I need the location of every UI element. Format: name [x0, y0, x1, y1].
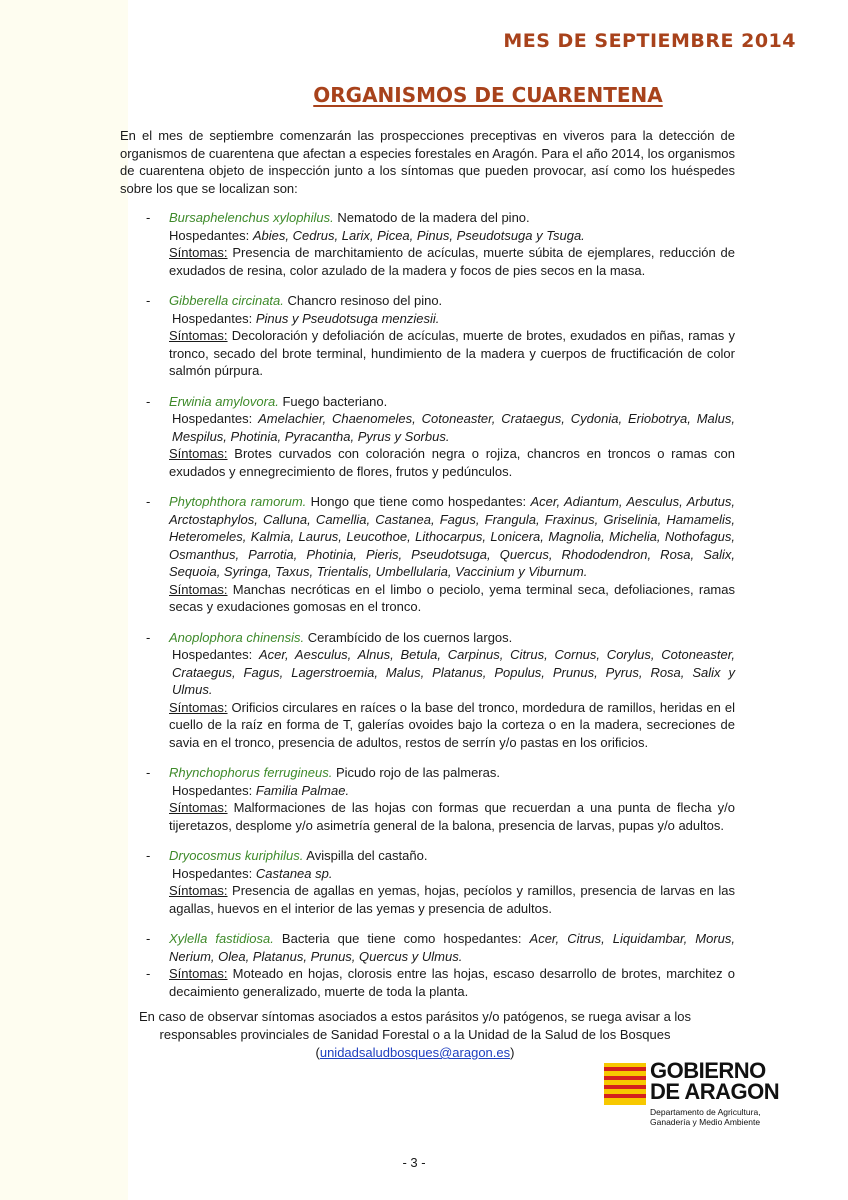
symptoms-label: Síntomas: — [169, 883, 228, 898]
entry-heading — [169, 209, 735, 227]
logo-dept-line-1: Departamento de Agricultura, — [650, 1107, 761, 1117]
symptoms-label: Síntomas: — [169, 699, 228, 715]
entry-heading — [169, 493, 735, 581]
species-name: Erwinia amylovora. — [169, 393, 279, 409]
hosts-label: Hospedantes: — [169, 227, 250, 243]
logo-dept-line-2: Ganadería y Medio Ambiente — [650, 1117, 761, 1127]
symptoms-label: Síntomas: — [169, 245, 228, 260]
entry-heading — [169, 930, 735, 965]
hosts-line — [169, 310, 735, 328]
species-name: Xylella fastidiosa. — [169, 931, 274, 946]
page-title: ORGANISMOS DE CUARENTENA — [313, 83, 663, 107]
organism-entry — [120, 847, 735, 917]
species-name: Rhynchophorus ferrugineus. — [169, 765, 333, 780]
hosts-list: Castanea sp. — [255, 865, 333, 881]
list-dash: - — [146, 765, 151, 780]
entry-heading — [169, 764, 735, 782]
logo-line-2: DE ARAGON — [650, 1079, 780, 1104]
list-dash: - — [146, 210, 151, 225]
hosts-label: Hospedantes: — [172, 647, 253, 662]
common-name: Hongo que tiene como hospedantes: — [310, 494, 527, 509]
organism-entry-symptoms — [120, 965, 735, 1000]
symptoms-text: Brotes curvados con coloración negra o rojiza, chancros en troncos o ramas con exudados y ennegrecimiento de flores, frutos y pedúnculos. — [169, 446, 735, 479]
footer-note — [120, 1008, 710, 1062]
common-name: Fuego bacteriano. — [282, 393, 388, 409]
hosts-list: Acer, Citrus, Liquidambar, Morus, Nerium, Olea, Platanus, Prunus, Quercus y Ulmus. — [169, 931, 735, 964]
paren-open: ( — [315, 1045, 320, 1060]
organism-entry — [120, 493, 735, 616]
common-name: Picudo rojo de las palmeras. — [335, 765, 500, 780]
list-dash: - — [146, 629, 151, 645]
organism-entry — [120, 930, 735, 965]
logo-name — [650, 1060, 779, 1102]
hosts-label: Hospedantes: — [172, 865, 253, 881]
page-side-band — [0, 0, 128, 1200]
symptoms-text: Presencia de marchitamiento de acículas, muerte súbita de ejemplares, reducción de exudados de resina, color azulado de la madera y focos de pies secos en la masa. — [169, 245, 735, 278]
symptoms-label: Síntomas: — [169, 966, 228, 981]
symptoms-line — [169, 699, 735, 752]
hosts-label: Hospedantes: — [172, 310, 253, 326]
symptoms-text: Presencia de agallas en yemas, hojas, pecíolos y ramillos, presencia de larvas en las agallas, huevos en el interior de las yemas y presencia de adultos. — [169, 883, 735, 916]
entry-heading — [169, 292, 735, 310]
hosts-list: Abies, Cedrus, Larix, Picea, Pinus, Pseudotsuga y Tsuga. — [252, 227, 585, 243]
hosts-line — [169, 227, 735, 245]
symptoms-line — [169, 244, 735, 279]
organism-entry — [120, 209, 735, 279]
hosts-list: Acer, Adiantum, Aesculus, Arbutus, Arctostaphylos, Calluna, Camellia, Castanea, Fagus, Frangula, Fraxinus, Griselinia, Hamamelis, Heteromeles, Kalmia, Laurus, Leucothoe, Lithocarpus, Lonicera, Magnolia, Michelia, Nothofagus, Osmanthus, Parrotia, Photinia, Pieris, Pseudotsuga, Quercus, Rhododendron, Rosa, Salix, Sequoia, Syringa, Taxus, Trientalis, Umbellularia, Vaccinium y Viburnum. — [169, 494, 735, 579]
hosts-line — [169, 646, 735, 699]
symptoms-text: Malformaciones de las hojas con formas que recuerdan a una punta de flecha y/o tijeretazos, desplome y/o asimetría general de la balona, presencia de larvas, pupas y/o adultos. — [169, 800, 735, 833]
list-dash: - — [146, 393, 151, 409]
list-dash: - — [146, 931, 151, 946]
list-dash: - — [146, 293, 151, 308]
symptoms-line — [169, 581, 735, 616]
organism-entry — [120, 764, 735, 834]
symptoms-text: Moteado en hojas, clorosis entre las hojas, escaso desarrollo de brotes, marchitez o decaimiento generalizado, muerte de toda la planta. — [169, 966, 735, 999]
footer-note-line-2: responsables provinciales de Sanidad Forestal o a la Unidad de la Salud de los Bosques — [159, 1027, 671, 1042]
hosts-line — [169, 782, 735, 800]
species-name: Bursaphelenchus xylophilus. — [169, 210, 334, 225]
aragon-flag-icon — [604, 1063, 646, 1105]
list-dash: - — [146, 966, 151, 981]
hosts-list: Familia Palmae. — [255, 782, 350, 798]
paren-close: ) — [510, 1045, 515, 1060]
hosts-label: Hospedantes: — [172, 782, 253, 798]
symptoms-label: Síntomas: — [169, 800, 228, 815]
logo-line-1: GOBIERNO — [650, 1058, 766, 1083]
symptoms-text: Decoloración y defoliación de acículas, muerte de brotes, exudados en piñas, ramas y tronco, secado del brote terminal, hundimiento de la madera y cuerpos de fructificación de color salmón púrpura. — [169, 328, 735, 378]
symptoms-line — [169, 327, 735, 380]
document-body — [120, 127, 735, 1013]
species-name: Dryocosmus kuriphilus. — [169, 848, 304, 863]
entry-heading — [169, 847, 735, 865]
species-name: Anoplophora chinensis. — [169, 629, 305, 645]
header-month: MES DE SEPTIEMBRE 2014 — [503, 30, 796, 52]
common-name: Chancro resinoso del pino. — [287, 293, 443, 308]
list-dash: - — [146, 494, 151, 509]
symptoms-line — [169, 965, 735, 1000]
hosts-line — [169, 410, 735, 445]
common-name: Nematodo de la madera del pino. — [337, 210, 530, 225]
gobierno-aragon-logo — [600, 1060, 796, 1134]
symptoms-line — [169, 799, 735, 834]
species-name: Phytophthora ramorum. — [169, 494, 307, 509]
symptoms-line — [169, 445, 735, 480]
list-dash: - — [146, 848, 151, 863]
hosts-list: Pinus y Pseudotsuga menziesii. — [255, 310, 440, 326]
common-name: Bacteria que tiene como hospedantes: — [281, 931, 522, 946]
hosts-list: Acer, Aesculus, Alnus, Betula, Carpinus, Citrus, Cornus, Corylus, Cotoneaster, Crataegus, Fagus, Lagerstroemia, Malus, Platanus, Populus, Prunus, Pyrus, Rosa, Salix y Ulmus. — [172, 647, 735, 697]
organism-entry — [120, 292, 735, 380]
symptoms-label: Síntomas: — [169, 328, 228, 343]
intro-paragraph: En el mes de septiembre comenzarán las prospecciones preceptivas en viveros para la detección de organismos de cuarentena que afectan a especies forestales en Aragón. Para el año 2014, los organismos de cuarentena objeto de inspección junto a los síntomas que pueden provocar, así como los huéspedes sobre los que se localizan son: — [120, 128, 736, 196]
email-link[interactable]: unidadsaludbosques@aragon.es — [319, 1045, 511, 1060]
symptoms-text: Orificios circulares en raíces o la base del tronco, mordedura de ramillos, heridas en el cuello de la raíz en forma de T, galerías ovoides bajo la corteza o en la madera, secreciones de savia en el tronco, presencia de adultos, restos de serrín y/o pastas en los orificios. — [169, 699, 735, 750]
hosts-line — [169, 865, 735, 883]
symptoms-line — [169, 882, 735, 917]
symptoms-label: Síntomas: — [169, 581, 228, 597]
organism-entry — [120, 393, 735, 481]
species-name: Gibberella circinata. — [169, 293, 284, 308]
common-name: Cerambícido de los cuernos largos. — [307, 629, 513, 645]
organism-entry — [120, 629, 735, 752]
page-number: - 3 - — [402, 1155, 426, 1170]
hosts-list: Amelachier, Chaenomeles, Cotoneaster, Crataegus, Cydonia, Eriobotrya, Malus, Mespilus, Photinia, Pyracantha, Pyrus y Sorbus. — [172, 411, 735, 444]
logo-department — [650, 1107, 761, 1127]
symptoms-label: Síntomas: — [169, 446, 228, 461]
hosts-label: Hospedantes: — [172, 411, 253, 426]
entry-heading — [169, 629, 735, 647]
entry-heading — [169, 393, 735, 411]
footer-note-line-1: En caso de observar síntomas asociados a estos parásitos y/o patógenos, se ruega avisar a los — [138, 1009, 692, 1024]
symptoms-text: Manchas necróticas en el limbo o peciolo, yema terminal seca, defoliaciones, ramas secas y exudaciones gomosas en el tronco. — [169, 581, 735, 614]
common-name: Avispilla del castaño. — [306, 848, 428, 863]
